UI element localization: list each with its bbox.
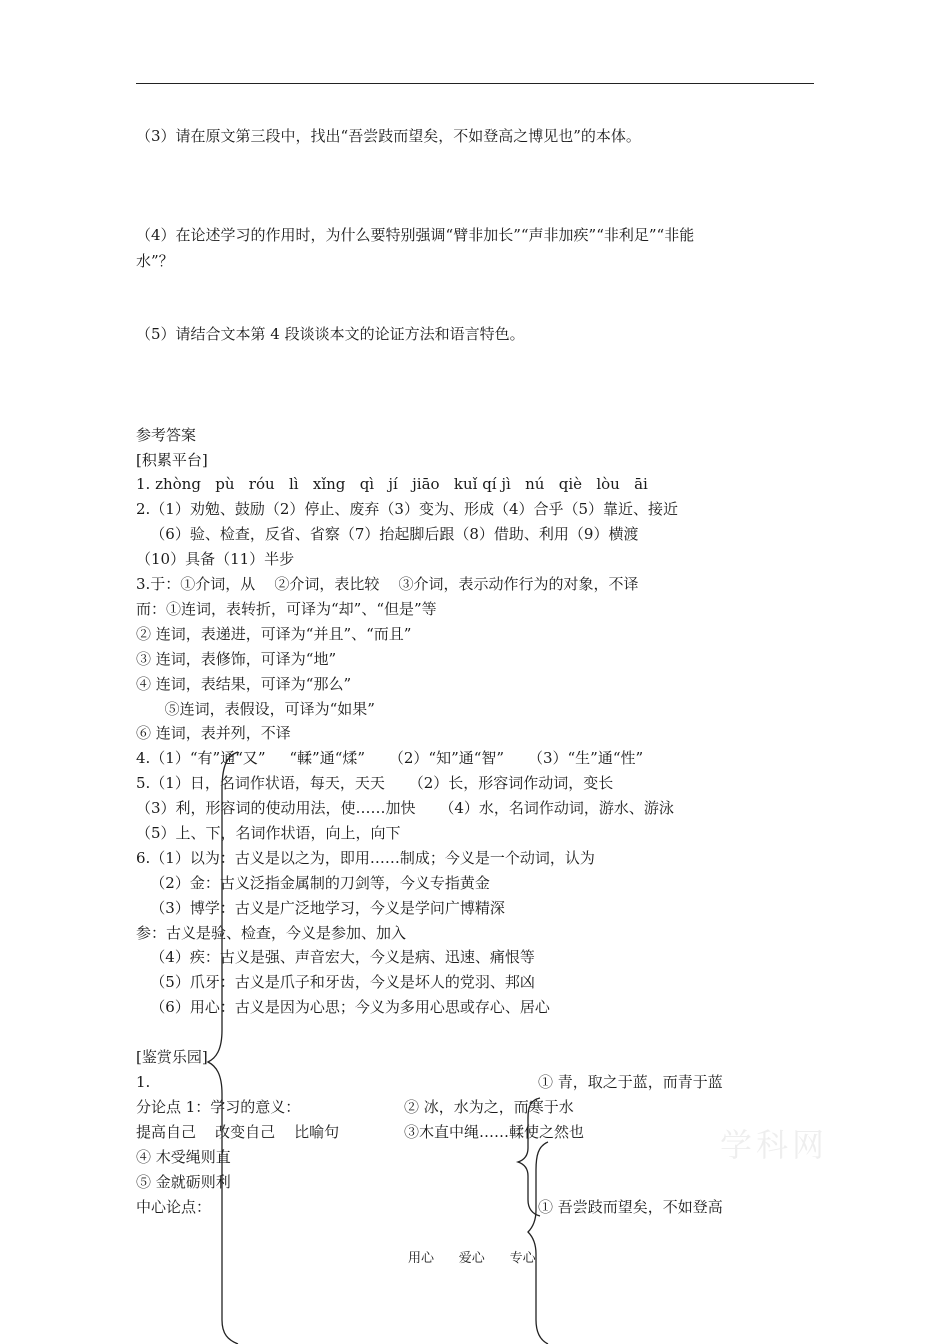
answer-5-line-3: （5）上、下，名词作状语，向上，向下 — [136, 824, 401, 842]
diagram-left-item-4: ④ 木受绳则直 — [136, 1148, 231, 1166]
answer-3-line-7: ⑥ 连词，表并列，不译 — [136, 724, 291, 742]
lower-right-brace-icon — [528, 1142, 548, 1344]
section-accumulation: [积累平台] — [136, 451, 208, 469]
answer-2-line-2: （6）验、检查，反省、省察（7）抬起脚后跟（8）借助、利用（9）横渡 — [136, 525, 639, 543]
answer-6-line-6: （5）爪牙：古义是爪子和牙齿，今义是坏人的党羽、邦凶 — [136, 973, 535, 991]
diagram-number: 1. — [136, 1073, 151, 1091]
answers-heading: 参考答案 — [136, 426, 197, 444]
answer-3-line-3: ② 连词，表递进，可译为“并且”、“而且” — [136, 625, 412, 643]
answer-3-line-1: 3.于：①介词，从 ②介词，表比较 ③介词，表示动作行为的对象，不译 — [136, 575, 639, 593]
watermark: 学科网 — [720, 1126, 829, 1164]
diagram-central-argument: 中心论点： — [136, 1198, 212, 1216]
answer-2-line-3: （10）具备（11）半步 — [136, 550, 295, 568]
answer-3-line-5: ④ 连词，表结果，可译为“那么” — [136, 675, 352, 693]
diagram-right-item-3: ③木直中绳……輮使之然也 — [404, 1123, 585, 1141]
answer-6-line-7: （6）用心：古义是因为心思；今义为多用心思或存心、居心 — [136, 998, 550, 1016]
answer-6-line-2: （2）金：古义泛指金属制的刀剑等，今义专指黄金 — [136, 874, 490, 892]
answer-4: 4.（1）“有”通“又” “輮”通“煣” （2）“知”通“智” （3）“生”通“性” — [136, 749, 644, 767]
diagram-sub-argument: 分论点 1：学习的意义： — [136, 1098, 301, 1116]
diagram-right-item-2: ② 冰，水为之，而寒于水 — [404, 1098, 574, 1116]
answer-5-line-1: 5.（1）日，名词作状语，每天，天天 （2）长，形容词作动词，变长 — [136, 774, 614, 792]
diagram-right-item-4: ① 吾尝跂而望矣，不如登高 — [538, 1198, 723, 1216]
answer-2-line-1: 2.（1）劝勉、鼓励（2）停止、废弃（3）变为、形成（4）合乎（5）靠近、接近 — [136, 500, 679, 518]
answer-6-line-1: 6.（1）以为：古义是以之为，即用……制成；今义是一个动词，认为 — [136, 849, 595, 867]
diagram-right-item-1: ① 青，取之于蓝，而青于蓝 — [538, 1073, 723, 1091]
question-4-line-2: 水”？ — [136, 252, 174, 270]
question-3: （3）请在原文第三段中，找出“吾尝跂而望矣，不如登高之博见也”的本体。 — [136, 127, 641, 145]
diagram-bottom-labels: 用心 爱心 专心 — [408, 1251, 536, 1266]
diagram-left-item-5: ⑤ 金就砺则利 — [136, 1173, 231, 1191]
answer-3-line-6: ⑤连词，表假设，可译为“如果” — [136, 700, 375, 718]
question-5: （5）请结合文本第 4 段谈谈本文的论证方法和语言特色。 — [136, 325, 525, 343]
section-appreciation: [鉴赏乐园] — [136, 1048, 208, 1066]
diagram-left-row-3: 提高自己 改变自己 比喻句 — [136, 1123, 340, 1141]
answer-1-pinyin: 1. zhòng pù róu lì xǐng qì jí jiāo kuǐ qí jì nú qiè lòu āi — [136, 475, 648, 493]
header-rule — [136, 83, 814, 84]
answer-5-line-2: （3）利，形容词的使动用法，使……加快 （4）水，名词作动词，游水、游泳 — [136, 799, 674, 817]
answer-6-line-3: （3）博学：古义是广泛地学习，今义是学问广博精深 — [136, 899, 505, 917]
question-4-line-1: （4）在论述学习的作用时，为什么要特别强调“臂非加长”“声非加疾”“非利足”“非能 — [136, 226, 695, 244]
answer-6-line-4: 参：古义是验、检查，今义是参加、加入 — [136, 924, 407, 942]
answer-3-line-2: 而：①连词，表转折，可译为“却”、“但是”等 — [136, 600, 437, 618]
answer-6-line-5: （4）疾：古义是强、声音宏大，今义是病、迅速、痛恨等 — [136, 948, 535, 966]
answer-3-line-4: ③ 连词，表修饰，可译为“地” — [136, 650, 337, 668]
